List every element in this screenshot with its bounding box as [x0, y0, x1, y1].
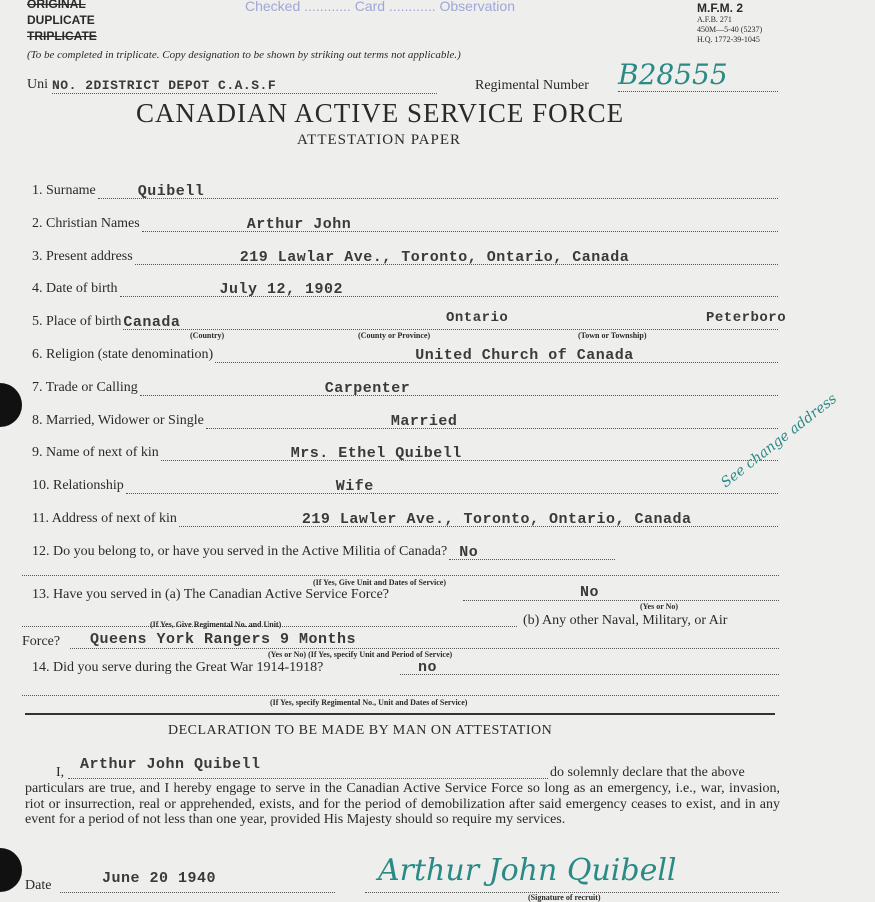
- field-label: 10. Relationship: [32, 478, 124, 493]
- birth-town: Peterboro: [706, 310, 787, 326]
- q13b-label: (b) Any other Naval, Military, or Air: [523, 613, 728, 628]
- birth-province: Ontario: [446, 310, 509, 326]
- page-subtitle: ATTESTATION PAPER: [297, 132, 462, 148]
- field-label: 1. Surname: [32, 183, 96, 198]
- page-title: CANADIAN ACTIVE SERVICE FORCE: [136, 98, 625, 128]
- copy-original: ORIGINAL: [27, 0, 86, 11]
- form-line: H.Q. 1772-39-1045: [697, 35, 760, 44]
- field-label: 8. Married, Widower or Single: [32, 413, 204, 428]
- force-hint: (If Yes, Give Regimental No. and Unit): [150, 620, 282, 629]
- punch-hole: [0, 848, 22, 892]
- field-value: July 12, 1902: [219, 281, 344, 298]
- q14-value: no: [418, 659, 438, 676]
- q12-hint: (If Yes, Give Unit and Dates of Service): [313, 578, 447, 587]
- instruction: (To be completed in triplicate. Copy designation to be shown by striking out terms not applicable.): [27, 49, 461, 61]
- q13-value: No: [580, 584, 600, 601]
- field-value: Canada: [123, 314, 181, 331]
- field-row: [32, 409, 778, 429]
- declaration-tail: do solemnly declare that the above: [550, 765, 745, 780]
- unit-label: Uni: [27, 77, 48, 92]
- field-row: [32, 441, 778, 461]
- field-line: [135, 250, 778, 265]
- q12-continuation-line: [22, 575, 779, 576]
- field-value: Carpenter: [324, 380, 411, 397]
- regimental-number-value: B28555: [618, 58, 778, 92]
- copy-triplicate: TRIPLICATE: [27, 29, 97, 43]
- field-row: [32, 179, 778, 199]
- field-row: [32, 376, 778, 396]
- q14-continuation-line: [22, 695, 779, 696]
- field-row: [32, 277, 778, 297]
- field-label: 12. Do you belong to, or have you served in the Active Militia of Canada?: [32, 544, 448, 559]
- declaration-body: particulars are true, and I hereby engage to serve in the Canadian Active Service Force so long as an emergency, i.e., war, invasion, riot or insurrection, real or apprehended, exists, and for the period of demobilization after said emergency ceases to exist, and in any event for a period of not less than one year, provided His Majesty should so require my services.: [25, 781, 780, 827]
- field-row: [32, 343, 778, 363]
- field-label: 7. Trade or Calling: [32, 380, 138, 395]
- field-label: 9. Name of next of kin: [32, 445, 159, 460]
- field-value: Quibell: [137, 183, 205, 200]
- declarant-name-line: [68, 778, 548, 779]
- date-label: Date: [25, 878, 52, 893]
- copy-duplicate: DUPLICATE: [27, 13, 95, 27]
- field-label: 6. Religion (state denomination): [32, 347, 214, 362]
- field-line: [126, 479, 778, 494]
- q13-label: 13. Have you served in (a) The Canadian Active Service Force?: [32, 587, 389, 602]
- checked-stamp: Checked ............ Card ............ Observation: [245, 0, 515, 14]
- field-label: 11. Address of next of kin: [32, 511, 177, 526]
- form-line: 450M—5-40 (5237): [697, 25, 763, 34]
- hint-town: (Town or Township): [578, 331, 647, 340]
- field-value: Mrs. Ethel Quibell: [290, 445, 462, 462]
- punch-hole: [0, 383, 22, 427]
- q14-line: [400, 674, 779, 675]
- q13b-hint: (Yes or No) (If Yes, specify Unit and Period of Service): [268, 650, 453, 659]
- signature-hint: (Signature of recruit): [528, 893, 601, 902]
- q14-hint: (If Yes, specify Regimental No., Unit and Dates of Service): [270, 698, 468, 707]
- q13-line: [463, 600, 779, 601]
- field-line: [161, 446, 778, 461]
- field-value: Married: [390, 413, 458, 430]
- field-line: [179, 512, 778, 527]
- form-line: A.F.B. 271: [697, 15, 732, 24]
- q14-label: 14. Did you serve during the Great War 1914-1918?: [32, 660, 324, 675]
- field-label: 4. Date of birth: [32, 281, 118, 296]
- field-row: [32, 212, 778, 232]
- field-row: [32, 245, 778, 265]
- field-value: United Church of Canada: [415, 347, 634, 364]
- q13-hint: (Yes or No): [640, 602, 679, 611]
- field-row: [32, 540, 615, 560]
- field-line: [140, 381, 778, 396]
- unit-value: NO. 2DISTRICT DEPOT C.A.S.F: [52, 78, 437, 94]
- force-label: Force?: [22, 634, 61, 649]
- declarant-name: Arthur John Quibell: [80, 756, 261, 773]
- field-label: 5. Place of birth: [32, 314, 122, 329]
- field-value: 219 Lawler Ave., Toronto, Ontario, Canada: [301, 511, 692, 528]
- regimental-number-label: Regimental Number: [475, 78, 589, 93]
- date-line: [60, 892, 335, 893]
- declaration-i: I,: [56, 765, 65, 780]
- field-line: [98, 184, 778, 199]
- field-row: [32, 474, 778, 494]
- form-code: M.F.M. 2: [697, 1, 744, 15]
- field-label: 3. Present address: [32, 249, 133, 264]
- hint-country: (Country): [190, 331, 225, 340]
- declaration-heading: DECLARATION TO BE MADE BY MAN ON ATTESTATION: [168, 723, 553, 738]
- field-value: 219 Lawlar Ave., Toronto, Ontario, Canada: [239, 249, 630, 266]
- hint-province: (County or Province): [358, 331, 431, 340]
- field-row: [32, 310, 778, 330]
- field-value: Arthur John: [246, 216, 352, 233]
- force-value: Queens York Rangers 9 Months: [90, 631, 357, 648]
- date-value: June 20 1940: [102, 870, 217, 887]
- field-row: [32, 507, 778, 527]
- field-line: [206, 414, 778, 429]
- field-line: [449, 545, 615, 560]
- force-line: [70, 648, 779, 649]
- field-value: Wife: [335, 478, 374, 495]
- field-line: [120, 282, 778, 297]
- field-line: [142, 217, 778, 232]
- see-change-address-note: See change address: [718, 390, 841, 491]
- field-label: 2. Christian Names: [32, 216, 140, 231]
- section-divider: [25, 713, 775, 715]
- field-line: [215, 348, 778, 363]
- recruit-signature: Arthur John Quibell: [378, 853, 677, 888]
- field-value: No: [459, 544, 479, 561]
